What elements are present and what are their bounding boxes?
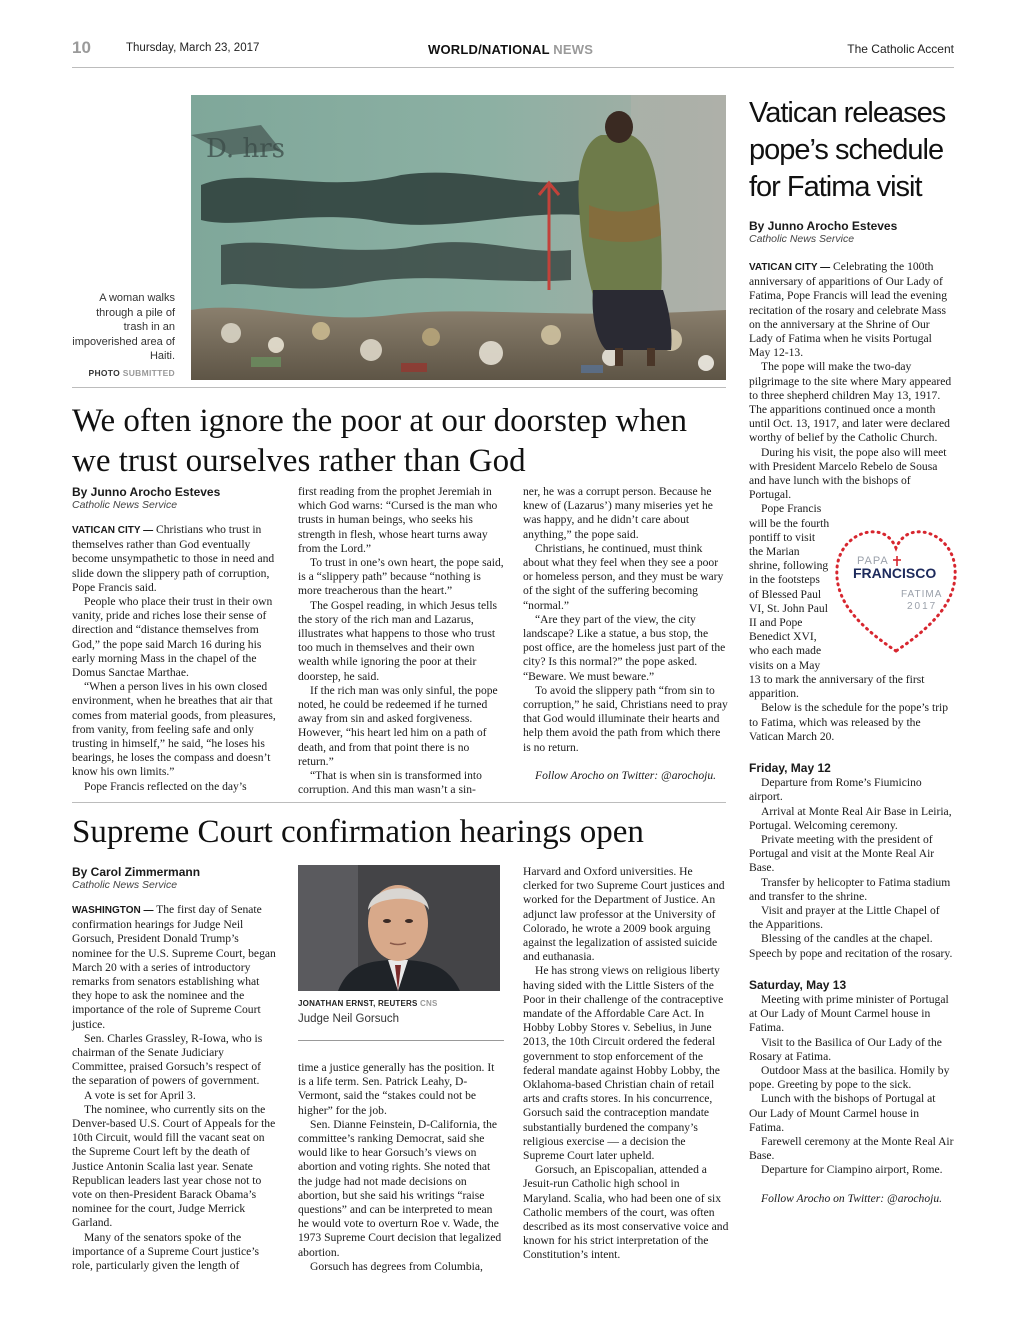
article1-paragraph: first reading from the prophet Jeremiah in which God warns: “Cursed is the man who trusts in human beings, who seeks his strength in flesh, whose heart turns away from the Lord.” — [298, 485, 498, 555]
article2-paragraph: Gorsuch has degrees from Columbia, — [310, 1259, 483, 1273]
photo-credit-source: SUBMITTED — [122, 367, 175, 378]
schedule-item: Outdoor Mass at the basilica. Homily by pope. Greeting by pope to the sick. — [749, 1063, 950, 1092]
article1-paragraph: Pope Francis reflected on the day’s — [84, 779, 247, 793]
article2-col1-text — [72, 903, 278, 1273]
section-divider-2 — [72, 802, 726, 803]
article3-follow-note: Follow Arocho on Twitter: @arochoju. — [761, 1191, 943, 1205]
article3-service: Catholic News Service — [749, 233, 855, 245]
issue-date: Thursday, March 23, 2017 — [126, 42, 260, 54]
schedule-item: Private meeting with the president of Portugal and visit at the Monte Real Air Base. — [749, 832, 935, 875]
section-divider-1 — [72, 387, 726, 388]
schedule-item: Meeting with prime minister of Portugal at Our Lady of Mount Carmel house in Fatima. — [749, 992, 949, 1035]
article1-follow-note: Follow Arocho on Twitter: @arochoju. — [535, 768, 717, 782]
logo-year: 2017 — [907, 601, 938, 613]
article1-paragraph: Christians, he continued, must think about what they feel when they see a poor or homeless person, and they must be wary of the sight of the suffering becoming “normal.” — [523, 541, 724, 612]
article1-paragraph: “That is when sin is transformed into corruption. And this man wasn’t a sin- — [298, 769, 482, 797]
article2-lead-paragraph — [72, 903, 278, 1032]
article1-paragraph: People who place their trust in their own vanity, pride and riches lose their sense of direction and “distance themselves from God,” the pope said March 16 during his early morning Mass in the chapel of the Domus Sanctae Marthae. — [72, 595, 273, 680]
article3-paragraph: Below is the schedule for the pope’s trip to Fatima, which was released by the Vatican March 20. — [749, 701, 949, 743]
haiti-photo-image — [191, 95, 726, 380]
haiti-photo — [191, 95, 726, 380]
schedule-item: Departure for Ciampino airport, Rome. — [761, 1163, 943, 1177]
article2-col1 — [72, 865, 278, 1273]
article1-col2 — [298, 485, 504, 797]
page-header — [72, 38, 954, 62]
article3-dateline: VATICAN CITY — — [749, 262, 831, 273]
article1-lead-paragraph — [72, 523, 278, 595]
article2-paragraph: The nominee, who currently sits on the Denver-based U.S. Court of Appeals for the 10th Circuit, would fill the vacant seat on the Supreme Court left by the death of Justice Antonin Scalia last year. Senate Republican leaders last year chose not to vote on then-President Barack Obama’s nominee for the court, Judge Merrick Garland. — [72, 1102, 276, 1230]
article2-byline: By Carol Zimmermann — [72, 865, 201, 879]
gorsuch-credit-photographer: JONATHAN ERNST, REUTERS — [298, 999, 418, 1008]
fatima-logo — [831, 516, 961, 664]
article3-lead-text: Celebrating the 100th anniversary of apparitions of Our Lady of Fatima, Pope Francis will lead the evening recitation of the rosary and celebrate Mass on the anniversary at the Shrine of Our Lady of Fatima when he visits Portugal May 12-13. — [749, 260, 948, 360]
article2-lead-text: The first day of Senate confirmation hearings for Judge Neil Gorsuch, President Donald Trump’s nominee for the U.S. Supreme Court, began March 20 with a series of introductory remarks from senators establishing what they hope to ask the nominee and the importance of the role of Supreme Court justice. — [72, 903, 276, 1031]
page-number: 10 — [72, 38, 91, 57]
article2-col2 — [298, 1061, 504, 1274]
article1-col1-text — [72, 523, 278, 794]
article1-byline: By Junno Arocho Esteves — [72, 485, 221, 499]
article2-paragraph: A vote is set for April 3. — [84, 1088, 196, 1102]
article3-text — [749, 260, 955, 1206]
article2-paragraph: Gorsuch, an Episcopalian, attended a Jesuit-run Catholic high school in Maryland. Scalia, who had been one of six Catholic members of the court, was often described as its most conservative voice and known for his strict interpretation of the Constitution’s intent. — [523, 1163, 729, 1262]
gorsuch-photo-credit — [298, 999, 504, 1008]
gorsuch-caption-text: Judge Neil Gorsuch — [298, 1013, 399, 1025]
article3-paragraph: During his visit, the pope also will meet with President Marcelo Rebelo de Sousa and have lunch with the bishops of Portugal. — [749, 445, 947, 502]
article3-byline: By Junno Arocho Esteves — [749, 219, 898, 233]
section-world-national: WORLD/NATIONAL — [428, 42, 550, 57]
svg-text:D. hrs: D. hrs — [206, 134, 285, 164]
publication-name: The Catholic Accent — [847, 42, 954, 56]
article3-column — [749, 219, 955, 1206]
schedule-item: Visit and prayer at the Little Chapel of the Apparitions. — [749, 903, 940, 932]
article1-paragraph: If the rich man was only sinful, the pope noted, he could be redeemed if he turned away from sin and asked forgiveness. However, “his heart led him on a path of death, and from that point there is no return.” — [298, 683, 498, 768]
schedule-item: Arrival at Monte Real Air Base in Leiria, Portugal. Welcoming ceremony. — [749, 804, 952, 832]
article3-wrap-paragraph: Pope Francis will be the fourth pontiff to visit the Marian shrine, following in the footsteps of Blessed Paul VI, St. John Paul II and Pope Benedict XVI, who each made visits on a May 13 to mark the anniversary of the first apparition. — [749, 502, 925, 701]
article2-headline: Supreme Court confirmation hearings open — [72, 814, 644, 850]
schedule-item: Farewell ceremony at the Monte Real Air Base. — [749, 1134, 954, 1163]
article1-paragraph: “When a person lives in his own closed environment, when he breathes that air that comes from material goods, from pleasures, from vanity, from feeling safe and only trusting in himself,” he said, “he loses his bearings, he loses the compass and doesn’t know his own limits.” — [72, 680, 276, 779]
article2-paragraph: Sen. Dianne Feinstein, D-California, the committee’s ranking Democrat, said she would like to hear Gorsuch’s views on abortion and voting rights. She noted that the judge had not made decisions on abortion, but she said his writings “raise questions” and can be interpreted to mean he would vote to overturn Roe v. Wade, the 1973 Supreme Court decision that legalized abortion. — [298, 1117, 502, 1259]
schedule-item: Departure from Rome’s Fiumicino airport. — [749, 776, 922, 804]
logo-fatima: FATIMA — [901, 589, 943, 601]
caption-text: A woman walks through a pile of trash in an impoverished area of Haiti. — [72, 292, 175, 362]
header-rule — [72, 67, 954, 68]
article2-paragraph: Sen. Charles Grassley, R-Iowa, who is chairman of the Senate Judiciary Committee, praised Gorsuch’s respect of the separation of powers of government. — [72, 1031, 263, 1088]
schedule-saturday-heading: Saturday, May 13 — [749, 977, 847, 992]
schedule-item: Transfer by helicopter to Fatima stadium and transfer to the shrine. — [749, 875, 951, 903]
article3-headline: Vatican releases pope’s schedule for Fatima visit — [749, 97, 946, 203]
logo-francisco: FRANCISCO — [853, 565, 937, 582]
article1-paragraph: To trust in one’s own heart, the pope said, is a “slippery path” because “nothing is more treacherous than the heart.” — [298, 556, 504, 598]
logo-papa: PAPA — [857, 555, 889, 568]
article1-col3 — [523, 485, 729, 783]
schedule-item: Visit to the Basilica of Our Lady of the Rosary at Fatima. — [749, 1035, 942, 1063]
article1-paragraph: To avoid the slippery path “from sin to corruption,” he said, Christians need to pray that God would illuminate their hearts and help them avoid the path from which there is no return. — [523, 683, 728, 754]
article1-paragraph: “Are they part of the view, the city landscape? Like a statue, a bus stop, the post office, are the homeless just part of the city? Is this normal?” the pope asked. “Beware. We must beware.” — [523, 612, 726, 683]
schedule-item: Lunch with the bishops of Portugal at Our Lady of Mount Carmel house in Fatima. — [749, 1092, 936, 1134]
article2-col3 — [523, 865, 729, 1263]
gorsuch-photo — [298, 865, 500, 991]
gorsuch-caption-rule — [298, 1040, 504, 1041]
article2-paragraph: Many of the senators spoke of the importance of a Supreme Court justice’s role, particularly given the length of — [72, 1230, 260, 1273]
schedule-friday-heading: Friday, May 12 — [749, 760, 831, 775]
section-label — [428, 42, 593, 57]
article3-paragraph: The pope will make the two-day pilgrimage to the site where Mary appeared to three shepherd children May 13, 1917. The apparitions continued once a month until Oct. 13, 1917, and later were declared worthy of belief by the Catholic Church. — [749, 360, 952, 445]
gorsuch-photo-image — [298, 865, 500, 991]
article1-service: Catholic News Service — [72, 499, 178, 511]
article2-paragraph: He has strong views on religious liberty having sided with the Little Sisters of the Poor in their challenge of the contraceptive mandate of the Affordable Care Act. In Hobby Lobby Stores v. Sebelius, in June 2013, the 10th Circuit ordered the federal government to stop enforcement of the federal mandate against Hobby Lobby, the Oklahoma-based Christian chain of retail arts and crafts stores. In his concurrence, Gorsuch said the contraception mandate substantially burdened the company’s religious exercise — a decision the Supreme Court later upheld. — [523, 964, 724, 1163]
haiti-photo-caption — [72, 291, 175, 378]
article1-paragraph: The Gospel reading, in which Jesus tells the story of the rich man and Lazarus, illustrates what happens to those who trust too much in themselves and their own wealth while ignoring the poor at their doorstep, he said. — [298, 598, 498, 683]
article1-dateline: VATICAN CITY — — [72, 525, 154, 536]
article1-lead-text: Christians who trust in themselves rather than God eventually become unsympathetic to those in need and slide down the slippery path of corruption, Pope Francis said. — [72, 523, 275, 594]
photo-credit-label: PHOTO — [88, 367, 121, 378]
article1-col1 — [72, 485, 278, 794]
article2-service: Catholic News Service — [72, 879, 178, 891]
article3-lead-paragraph — [749, 260, 955, 360]
gorsuch-photo-caption — [298, 999, 504, 1025]
article1-headline: We often ignore the poor at our doorstep when we trust ourselves rather than God — [72, 403, 687, 479]
photo-credit — [72, 368, 175, 378]
schedule-item: Blessing of the candles at the chapel. Speech by pope and recitation of the rosary. — [749, 932, 953, 960]
gorsuch-credit-agency: CNS — [420, 999, 438, 1008]
section-news: NEWS — [553, 42, 594, 57]
article2-paragraph: time a justice generally has the position. It is a life term. Sen. Patrick Leahy, D-Vermont, said the “stakes could not be higher” for the job. — [298, 1061, 495, 1117]
article1-paragraph: ner, he was a corrupt person. Because he knew of (Lazarus’) many miseries yet he was happy, and he didn’t care about anything,” the pope said. — [523, 485, 713, 541]
article2-paragraph: Harvard and Oxford universities. He clerked for two Supreme Court justices and worked for the Department of Justice. An adjunct law professor at the University of Colorado, he wrote a 2009 book arguing against the legalization of assisted suicide and euthanasia. — [523, 865, 725, 964]
article2-dateline: WASHINGTON — — [72, 905, 154, 916]
